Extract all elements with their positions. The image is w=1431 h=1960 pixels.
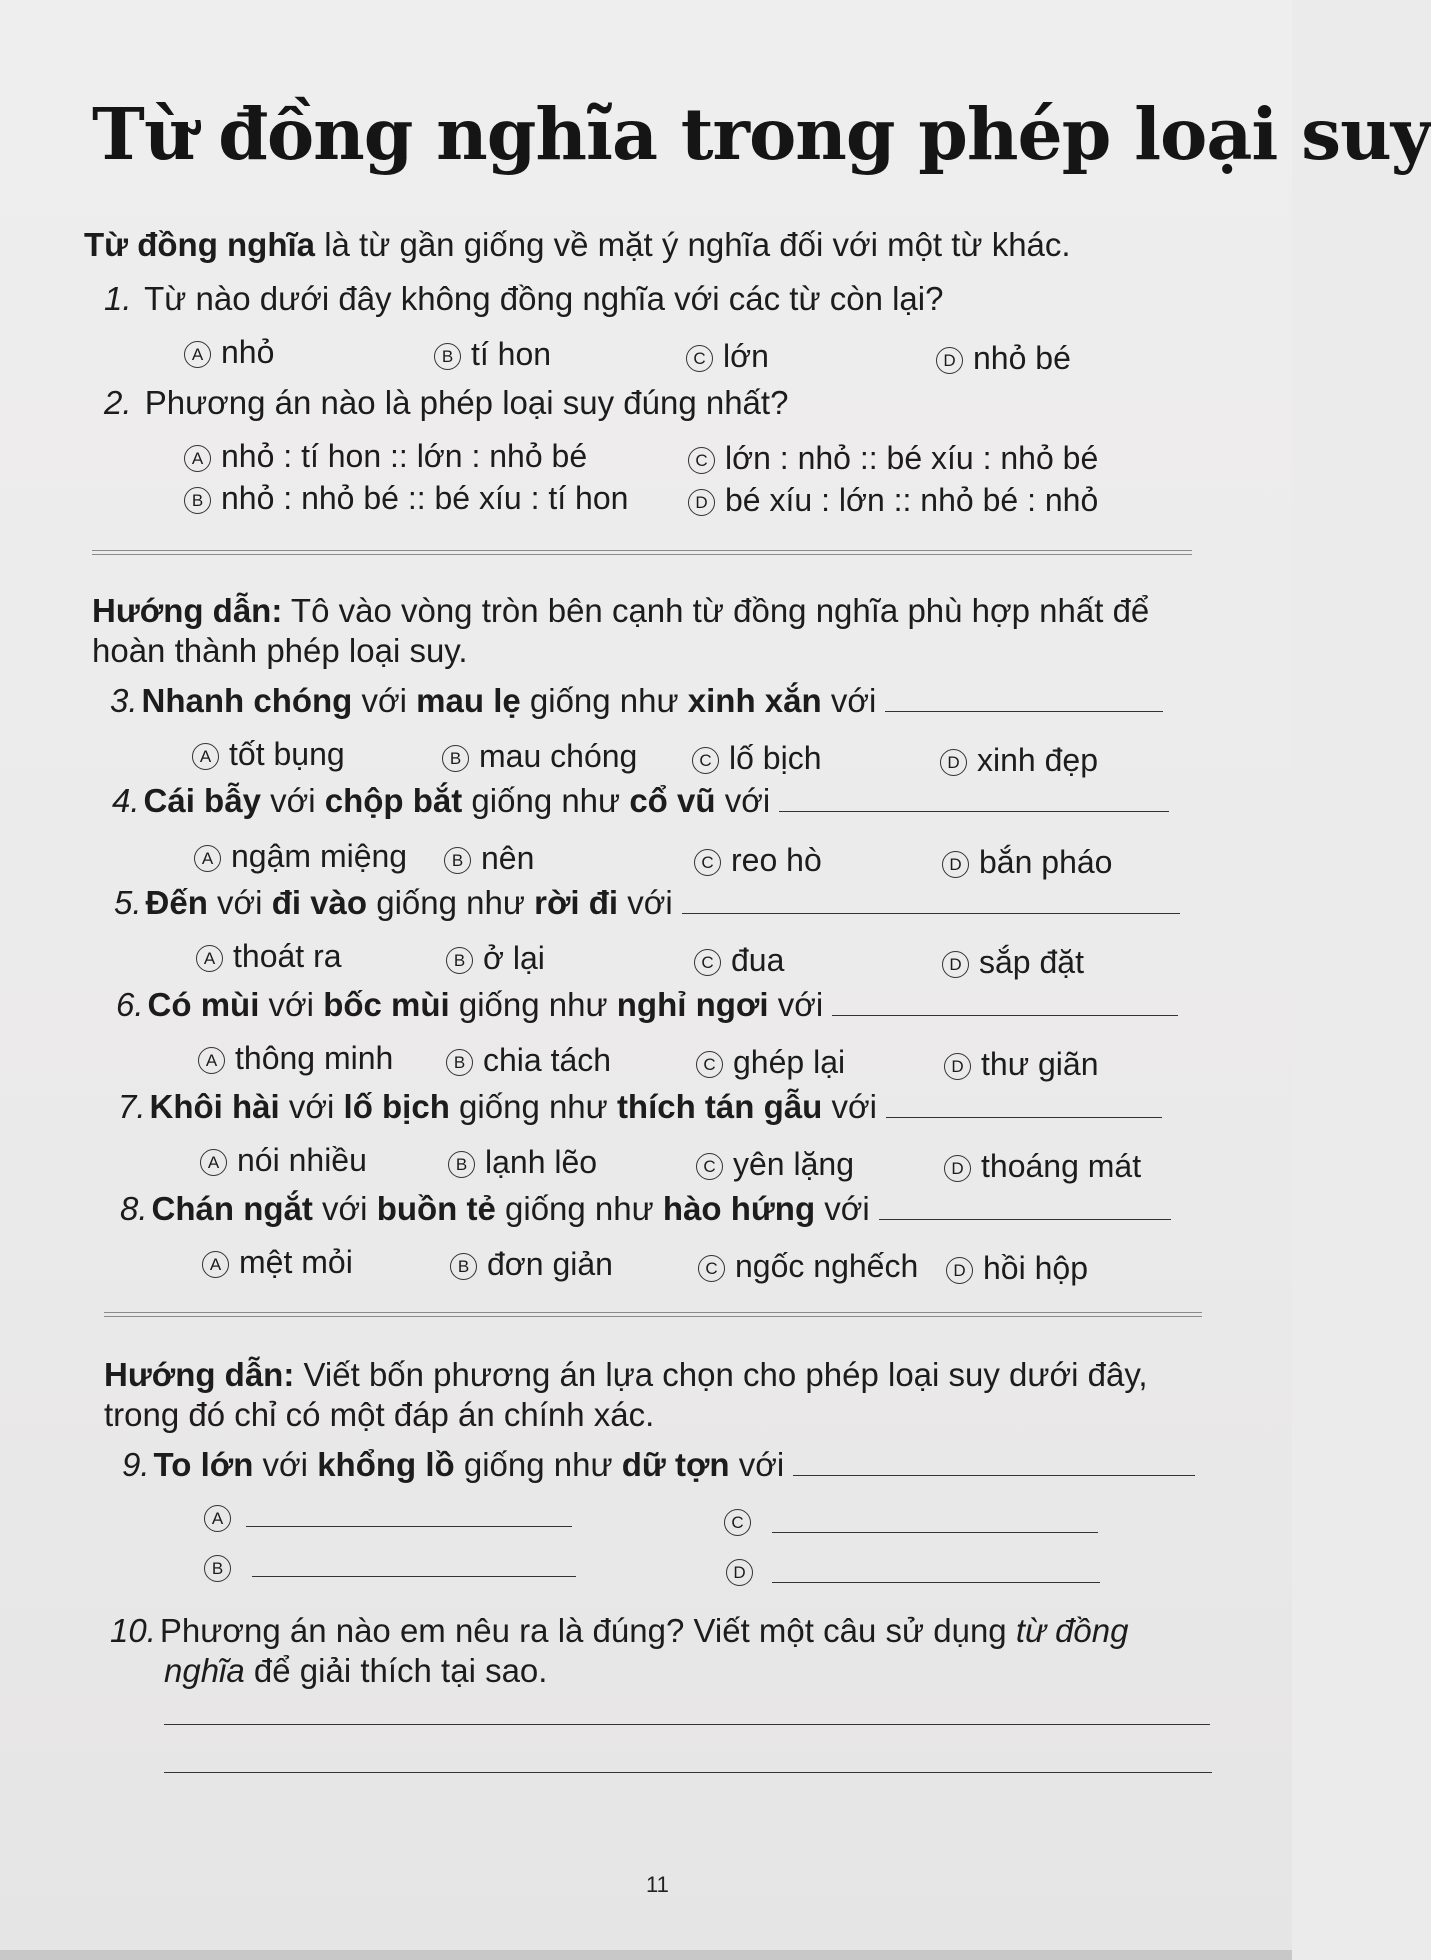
q1-option-a[interactable]	[184, 334, 274, 371]
q2-option-b[interactable]	[184, 480, 628, 517]
question-text: Phương án nào là phép loại suy đúng nhất?	[144, 384, 789, 421]
term-a: To lớn	[153, 1446, 254, 1483]
q8-option-a[interactable]	[202, 1244, 353, 1281]
q1-option-d[interactable]	[936, 340, 1071, 377]
answer-blank[interactable]	[682, 912, 1180, 914]
intro-definition	[84, 226, 1071, 264]
option-text: ở lại	[483, 940, 545, 976]
q5-option-b[interactable]	[446, 940, 545, 977]
q5-option-a[interactable]	[196, 938, 342, 975]
word-like: giống như	[463, 1446, 613, 1483]
option-text: sắp đặt	[979, 944, 1084, 980]
option-text: đơn giản	[487, 1246, 613, 1282]
question-9	[122, 1446, 1195, 1484]
word-like: giống như	[459, 1088, 608, 1125]
word-like: giống như	[529, 682, 679, 719]
question-text-italic: nghĩa	[164, 1652, 245, 1689]
option-a-bubble[interactable]: A	[198, 1047, 225, 1074]
word-like: giống như	[505, 1190, 654, 1227]
option-text: reo hò	[731, 842, 822, 878]
question-1	[104, 280, 943, 318]
q6-option-a[interactable]	[198, 1040, 393, 1077]
answer-blank[interactable]	[885, 710, 1163, 712]
question-6	[116, 986, 1178, 1024]
option-a-bubble[interactable]: A	[202, 1251, 229, 1278]
q4-option-b[interactable]	[444, 840, 534, 877]
term-a: Chán ngắt	[151, 1190, 313, 1227]
option-d-bubble[interactable]: D	[936, 347, 963, 374]
option-b-bubble[interactable]: B	[446, 1049, 473, 1076]
option-text: mau chóng	[479, 738, 638, 774]
q5-option-c[interactable]	[694, 942, 784, 979]
q3-option-d[interactable]	[940, 742, 1098, 779]
question-10-cont	[164, 1652, 547, 1690]
answer-blank[interactable]	[886, 1116, 1162, 1118]
option-d-bubble[interactable]: D	[940, 749, 967, 776]
instructions-text: Tô vào vòng tròn bên cạnh từ đồng nghĩa phù hợp nhất để	[282, 592, 1150, 629]
q2-option-a[interactable]	[184, 438, 587, 475]
question-text: Từ nào dưới đây không đồng nghĩa với các từ còn lại?	[144, 280, 944, 317]
question-number: 7.	[118, 1088, 146, 1125]
option-a-bubble[interactable]: A	[184, 341, 211, 368]
option-c-bubble[interactable]: C	[686, 345, 713, 372]
option-text: thoáng mát	[981, 1148, 1142, 1184]
q9-option-b-line[interactable]	[252, 1576, 576, 1577]
question-number: 9.	[122, 1446, 150, 1483]
option-d-bubble[interactable]: D	[944, 1053, 971, 1080]
q4-option-c[interactable]	[694, 842, 822, 879]
q8-option-b[interactable]	[450, 1246, 613, 1283]
question-number: 8.	[120, 1190, 148, 1227]
q8-option-c[interactable]	[698, 1248, 918, 1285]
answer-blank[interactable]	[832, 1014, 1178, 1016]
answer-line-1[interactable]	[164, 1724, 1210, 1725]
section-divider	[104, 1312, 1202, 1317]
word-like: giống như	[471, 782, 621, 819]
instructions-1	[92, 592, 1149, 630]
word-with: với	[738, 1446, 785, 1483]
question-number: 3.	[110, 682, 138, 719]
word-with: với	[777, 986, 824, 1023]
instructions-2-cont	[104, 1396, 654, 1434]
q5-option-d[interactable]	[942, 944, 1084, 981]
q1-option-b[interactable]	[434, 336, 551, 373]
option-text: ngốc nghếch	[735, 1248, 919, 1284]
option-b-bubble[interactable]: B	[450, 1253, 477, 1280]
word-with: với	[262, 1446, 309, 1483]
option-text: lạnh lẽo	[485, 1144, 598, 1180]
option-a-bubble[interactable]: A	[192, 743, 219, 770]
q3-option-c[interactable]	[692, 740, 822, 777]
question-number: 4.	[112, 782, 140, 819]
question-text-italic: từ đồng	[1015, 1612, 1129, 1649]
option-d-bubble[interactable]: D	[944, 1155, 971, 1182]
q3-option-b[interactable]	[442, 738, 637, 775]
term-a: Khôi hài	[149, 1088, 280, 1125]
option-c-bubble[interactable]: C	[694, 949, 721, 976]
option-text: hồi hộp	[983, 1250, 1088, 1286]
q2-option-d[interactable]	[688, 482, 1098, 519]
option-c-bubble[interactable]: C	[694, 849, 721, 876]
option-c-bubble[interactable]: C	[696, 1051, 723, 1078]
term-c: rời đi	[534, 884, 619, 921]
section-divider	[92, 550, 1192, 555]
option-b-bubble[interactable]: B	[444, 847, 471, 874]
question-3	[110, 682, 1163, 720]
option-b-bubble[interactable]: B	[442, 745, 469, 772]
option-d-bubble[interactable]: D	[946, 1257, 973, 1284]
question-number: 2.	[104, 384, 132, 421]
option-text: chia tách	[483, 1042, 612, 1078]
question-2	[104, 384, 788, 422]
option-c-bubble[interactable]: C	[688, 447, 715, 474]
word-with: với	[824, 1190, 870, 1227]
page-edge	[0, 1950, 1292, 1960]
answer-blank[interactable]	[779, 810, 1169, 812]
option-a-bubble[interactable]: A	[194, 845, 221, 872]
option-text: nhỏ	[221, 334, 275, 370]
word-with: với	[322, 1190, 368, 1227]
option-text: nhỏ : tí hon :: lớn : nhỏ bé	[221, 438, 588, 474]
instructions-1-cont	[92, 632, 468, 670]
option-b-bubble[interactable]: B	[184, 487, 211, 514]
question-8	[120, 1190, 1171, 1228]
q7-option-a[interactable]	[200, 1142, 367, 1179]
option-d-bubble[interactable]: D	[688, 489, 715, 516]
q9-option-b	[204, 1548, 241, 1585]
option-b-bubble[interactable]: B	[434, 343, 461, 370]
word-with: với	[830, 682, 877, 719]
option-text: đua	[731, 942, 785, 978]
instructions-text: Viết bốn phương án lựa chọn cho phép loại suy dưới đây,	[294, 1356, 1148, 1393]
intro-text: là từ gần giống về mặt ý nghĩa đối với một từ khác.	[315, 226, 1071, 263]
option-text: nhỏ : nhỏ bé :: bé xíu : tí hon	[221, 480, 629, 516]
term-b: buồn tẻ	[376, 1190, 496, 1227]
option-text: mệt mỏi	[239, 1244, 353, 1280]
question-number: 6.	[116, 986, 144, 1023]
option-b-bubble[interactable]: B	[446, 947, 473, 974]
q1-option-c[interactable]	[686, 338, 769, 375]
q7-option-b[interactable]	[448, 1144, 597, 1181]
option-b-bubble: B	[204, 1555, 231, 1582]
q4-option-a[interactable]	[194, 838, 407, 875]
instructions-text: hoàn thành phép loại suy.	[92, 632, 468, 669]
page-title: Từ đồng nghĩa trong phép loại suy	[92, 92, 1431, 176]
term-c: xinh xắn	[687, 682, 822, 719]
option-text: lố bịch	[729, 740, 822, 776]
term-c: cổ vũ	[629, 782, 716, 819]
term-c: nghỉ ngơi	[616, 986, 769, 1023]
option-d-bubble[interactable]: D	[942, 951, 969, 978]
instructions-2	[104, 1356, 1148, 1394]
q7-option-d[interactable]	[944, 1148, 1141, 1185]
question-text: Phương án nào em nêu ra là đúng? Viết một câu sử dụng	[159, 1612, 1016, 1649]
option-text: nói nhiều	[237, 1142, 367, 1178]
instructions-label: Hướng dẫn:	[92, 592, 283, 629]
question-number: 5.	[114, 884, 142, 921]
option-text: lớn : nhỏ :: bé xíu : nhỏ bé	[725, 440, 1099, 476]
q6-option-b[interactable]	[446, 1042, 611, 1079]
option-c-bubble[interactable]: C	[692, 747, 719, 774]
term-b: khổng lồ	[317, 1446, 455, 1483]
instructions-text: trong đó chỉ có một đáp án chính xác.	[104, 1396, 655, 1433]
term-b: bốc mùi	[323, 986, 450, 1023]
answer-blank[interactable]	[879, 1218, 1171, 1220]
option-a-bubble[interactable]: A	[196, 945, 223, 972]
word-with: với	[361, 682, 407, 719]
q4-option-d[interactable]	[942, 844, 1112, 881]
option-text: nên	[481, 840, 535, 876]
term-a: Đến	[145, 884, 208, 921]
word-with: với	[831, 1088, 877, 1125]
option-text: tí hon	[471, 336, 552, 372]
option-text: thông minh	[235, 1040, 394, 1076]
question-10	[110, 1612, 1128, 1650]
option-text: nhỏ bé	[973, 340, 1071, 376]
question-text: để giải thích tại sao.	[244, 1652, 548, 1689]
question-5	[114, 884, 1180, 922]
option-text: bắn pháo	[979, 844, 1113, 880]
q6-option-c[interactable]	[696, 1044, 845, 1081]
option-a-bubble[interactable]: A	[200, 1149, 227, 1176]
option-text: yên lặng	[733, 1146, 854, 1182]
option-text: thoát ra	[233, 938, 342, 974]
term-c: thích tán gẫu	[616, 1088, 823, 1125]
question-7	[118, 1088, 1162, 1126]
option-d-bubble: D	[726, 1559, 753, 1586]
term-a: Cái bẫy	[143, 782, 261, 819]
q3-option-a[interactable]	[192, 736, 345, 773]
q6-option-d[interactable]	[944, 1046, 1099, 1083]
option-text: lớn	[723, 338, 769, 374]
term-a: Nhanh chóng	[141, 682, 353, 719]
q8-option-d[interactable]	[946, 1250, 1088, 1287]
option-a-bubble: A	[204, 1505, 231, 1532]
q9-option-d	[726, 1552, 763, 1589]
option-text: tốt bụng	[229, 736, 345, 772]
word-with: với	[268, 986, 315, 1023]
option-text: ngậm miệng	[231, 838, 408, 874]
answer-blank[interactable]	[793, 1474, 1195, 1476]
word-like: giống như	[458, 986, 608, 1023]
word-with: với	[270, 782, 316, 819]
option-d-bubble[interactable]: D	[942, 851, 969, 878]
option-c-bubble[interactable]: C	[698, 1255, 725, 1282]
option-c-bubble: C	[724, 1509, 751, 1536]
option-c-bubble[interactable]: C	[696, 1153, 723, 1180]
word-with: với	[627, 884, 673, 921]
term-b: lố bịch	[343, 1088, 450, 1125]
term-b: đi vào	[271, 884, 368, 921]
term-b: mau lẹ	[416, 682, 521, 719]
q9-option-c-line[interactable]	[772, 1532, 1098, 1533]
term-c: hào hứng	[662, 1190, 816, 1227]
option-text: thư giãn	[981, 1046, 1099, 1082]
option-a-bubble[interactable]: A	[184, 445, 211, 472]
question-4	[112, 782, 1169, 820]
option-text: bé xíu : lớn :: nhỏ bé : nhỏ	[725, 482, 1099, 518]
question-number: 10.	[110, 1612, 156, 1649]
q2-option-c[interactable]	[688, 440, 1098, 477]
intro-term: Từ đồng nghĩa	[84, 226, 316, 263]
q9-option-a	[204, 1498, 241, 1535]
term-a: Có mùi	[147, 986, 260, 1023]
word-like: giống như	[376, 884, 525, 921]
q7-option-c[interactable]	[696, 1146, 854, 1183]
word-with: với	[724, 782, 771, 819]
term-b: chộp bắt	[324, 782, 463, 819]
question-number: 1.	[104, 280, 132, 317]
page-number: 11	[646, 1872, 669, 1897]
instructions-label: Hướng dẫn:	[104, 1356, 295, 1393]
q9-option-c	[724, 1502, 761, 1539]
q9-option-d-line[interactable]	[772, 1582, 1100, 1583]
term-c: dữ tợn	[621, 1446, 730, 1483]
q9-option-a-line[interactable]	[246, 1526, 572, 1527]
option-b-bubble[interactable]: B	[448, 1151, 475, 1178]
word-with: với	[217, 884, 263, 921]
option-text: xinh đẹp	[977, 742, 1098, 778]
option-text: ghép lại	[733, 1044, 846, 1080]
word-with: với	[288, 1088, 335, 1125]
answer-line-2[interactable]	[164, 1772, 1212, 1773]
